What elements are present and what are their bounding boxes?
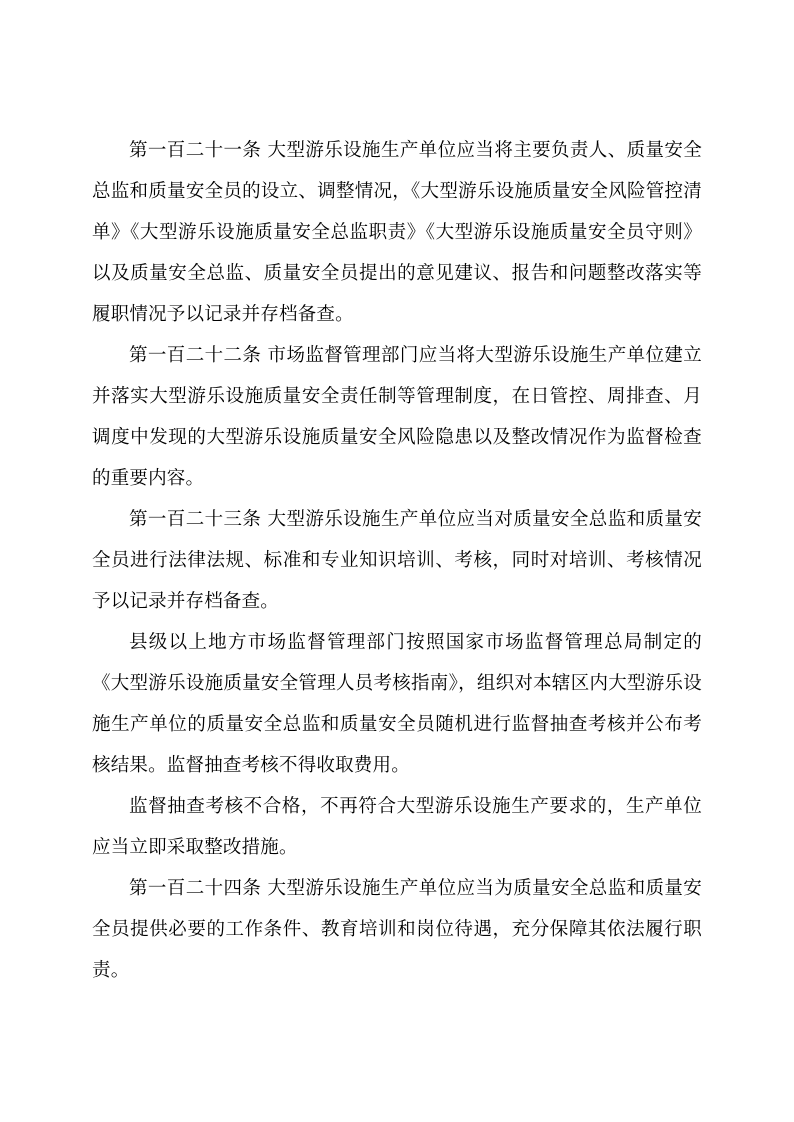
paragraph-article-124: 第一百二十四条 大型游乐设施生产单位应当为质量安全总监和质量安全员提供必要的工作条件、教育培训和岗位待遇，充分保障其依法履行职责。 xyxy=(92,878,702,981)
paragraph-article-121: 第一百二十一条 大型游乐设施生产单位应当将主要负责人、质量安全总监和质量安全员的设立、调整情况，《大型游乐设施质量安全风险管控清单》《大型游乐设施质量安全总监职责》《大型游乐设施质量安全员守则》以及质量安全总监、质量安全员提出的意见建议、报告和问题整改落实等履职情况予以记录并存档备查。 xyxy=(92,140,702,325)
paragraph-failed-assessment: 监督抽查考核不合格，不再符合大型游乐设施生产要求的，生产单位应当立即采取整改措施。 xyxy=(92,796,702,858)
paragraph-county-level-assessment: 县级以上地方市场监督管理部门按照国家市场监督管理总局制定的《大型游乐设施质量安全管理人员考核指南》，组织对本辖区内大型游乐设施生产单位的质量安全总监和质量安全员随机进行监督抽查考核并公布考核结果。监督抽查考核不得收取费用。 xyxy=(92,632,702,776)
document-body xyxy=(92,130,702,991)
paragraph-article-122: 第一百二十二条 市场监督管理部门应当将大型游乐设施生产单位建立并落实大型游乐设施质量安全责任制等管理制度，在日管控、周排查、月调度中发现的大型游乐设施质量安全风险隐患以及整改情况作为监督检查的重要内容。 xyxy=(92,345,702,489)
paragraph-article-123: 第一百二十三条 大型游乐设施生产单位应当对质量安全总监和质量安全员进行法律法规、标准和专业知识培训、考核，同时对培训、考核情况予以记录并存档备查。 xyxy=(92,509,702,612)
